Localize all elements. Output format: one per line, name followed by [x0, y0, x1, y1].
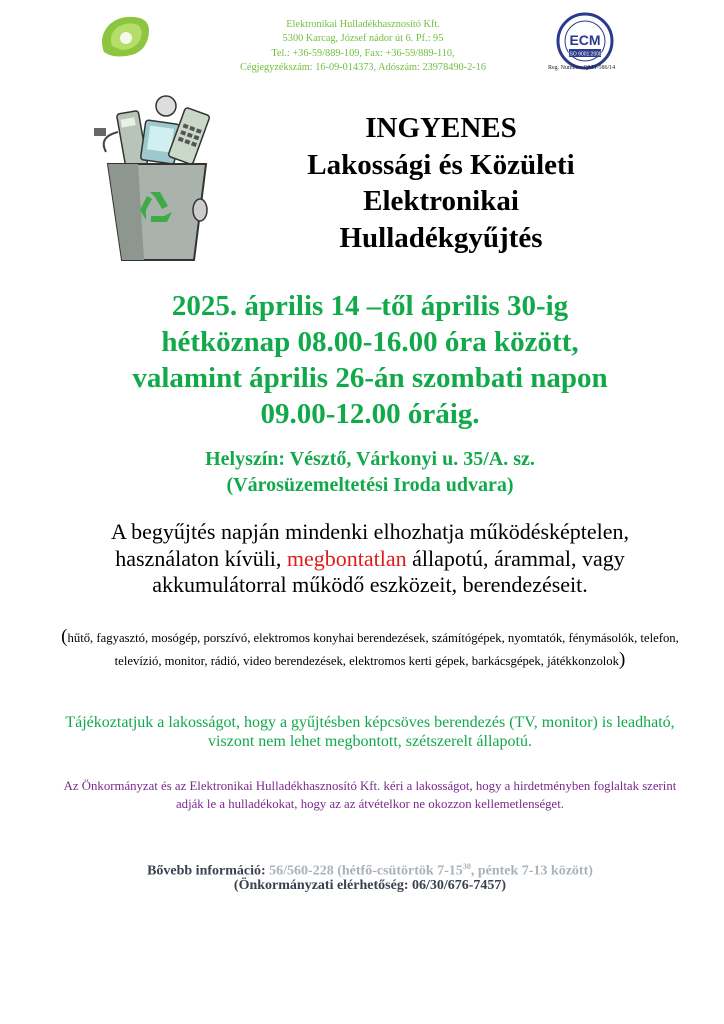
main-text [60, 519, 680, 599]
cert-badge-subtext: ISO 9001:2008 [568, 51, 602, 58]
items-open-paren: ( [61, 626, 68, 647]
info-sup: 30 [462, 862, 471, 871]
location [60, 446, 680, 498]
notice-purple: Az Önkormányzat és az Elektronikai Hulladékhasznosító Kft. kéri a lakosságot, hogy a hirdetményben foglaltak szerint adják le a hulladékokat, hogy az az átvételkor ne okozzon kellemetlenséget. [63, 779, 677, 811]
schedule-line: valamint április 26-án szombati napon [132, 362, 608, 394]
title-line: Elektronikai [363, 185, 519, 217]
title-line: Hulladékgyűjtés [339, 221, 543, 254]
page-title [260, 110, 622, 256]
schedule-line: 2025. április 14 –től április 30-ig [171, 290, 569, 322]
items-body: hűtő, fagyasztó, mosógép, porszívó, elektromos konyhai berendezések, számítógépek, nyomtatók, fénymásolók, telefon, televízió, monitor, rádió, video berendezések, elektromos kerti gépek, barkácsgépek, játékkonzolok [67, 631, 679, 668]
reg-number: Reg. Number: QMS-586/14 [548, 65, 616, 71]
title-line: Lakossági és Közületi [307, 148, 575, 181]
schedule-line: 09.00-12.00 óráig. [260, 398, 480, 430]
location-line: (Városüzemeltetési Iroda udvara) [226, 474, 514, 496]
cert-badge-text: ECM [569, 32, 601, 48]
location-line: Helyszín: Vésztő, Várkonyi u. 35/A. sz. [205, 448, 535, 470]
info-contact: (Önkormányzati elérhetőség: 06/30/676-7457) [233, 878, 507, 893]
ecm-iso-9001-seal-icon [556, 12, 614, 70]
items-list [60, 626, 680, 672]
company-line: Tel.: +36-59/889-109, Fax: +36-59/889-110, [271, 47, 455, 59]
info-phone: 56/560-228 (hétfő-csütörtök 7-15 [269, 863, 463, 879]
electronic-waste-bin-icon [88, 92, 223, 267]
notice-green: Tájékoztatjuk a lakosságot, hogy a gyűjtésben képcsöves berendezés (TV, monitor) is leadható, viszont nem lehet megbontott, szétszerelt állapotú. [65, 714, 675, 750]
items-close-paren: ) [619, 649, 626, 670]
main-text-before: A begyűjtés napján mindenki elhozhatja működésképtelen, használaton kívüli, [110, 519, 630, 571]
title-line: INGYENES [365, 112, 517, 144]
company-line: Cégjegyzékszám: 16-09-014373, Adószám: 23978490-2-16 [240, 61, 486, 73]
company-line: 5300 Karcag, József nádor út 6. Pf.: 95 [282, 33, 444, 45]
info-rest: , péntek 7-13 között) [470, 863, 593, 879]
main-text-highlight: megbontatlan [286, 545, 407, 571]
company-line: Elektronikai Hulladékhasznosító Kft. [286, 19, 440, 30]
schedule-line: hétköznap 08.00-16.00 óra között, [161, 326, 579, 358]
company-info [178, 18, 548, 75]
info-label: Bővebb információ: [147, 863, 266, 879]
schedule [60, 288, 680, 432]
main-text-after: állapotú, árammal, vagy akkumulátorral működő eszközeit, berendezéseit. [152, 545, 625, 597]
company-logo-icon [96, 12, 156, 60]
